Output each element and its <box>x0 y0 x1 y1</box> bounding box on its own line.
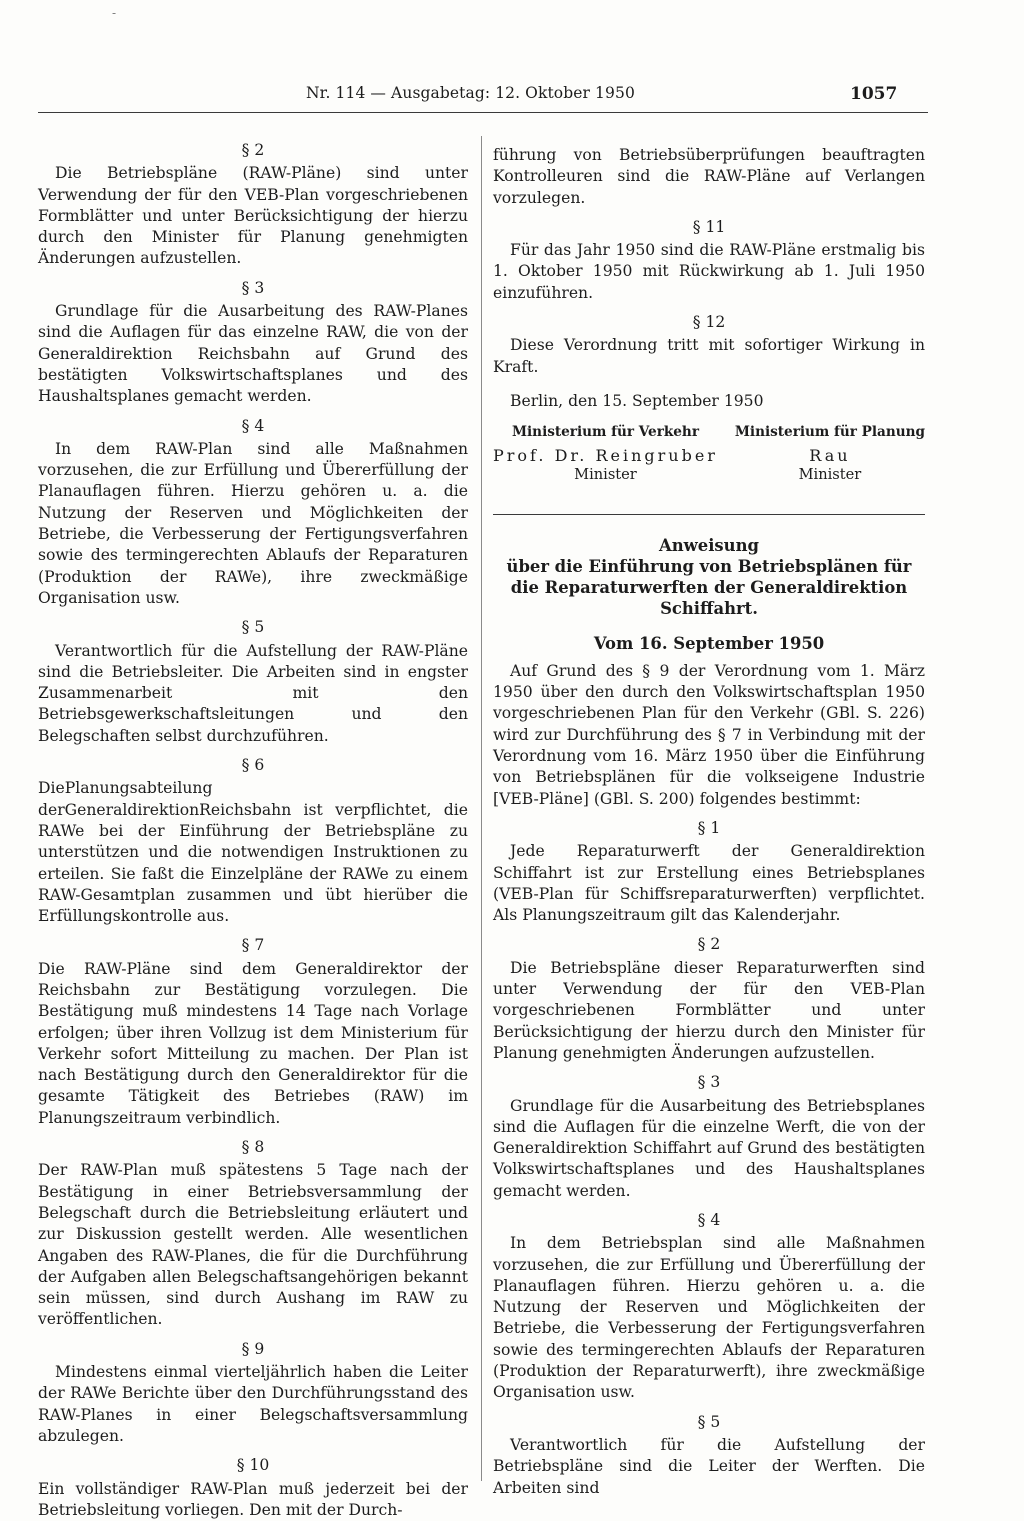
anweisung-title <box>493 535 925 619</box>
section-text: Für das Jahr 1950 sind die RAW-Pläne erstmalig bis 1. Oktober 1950 mit Rückwirkung ab 1. Juli 1950 einzuführen. <box>493 241 925 302</box>
section-heading: § 11 <box>692 217 726 236</box>
section-heading: § 2 <box>697 935 721 954</box>
section-text: Die RAW-Pläne sind dem Generaldirektor der Reichsbahn zur Bestätigung vorzulegen. Die Bestätigung muß mindestens 14 Tage nach Vorlage erfolgen; über ihren Vollzug ist dem Ministerium für Verkehr sofort Mitteilung zu machen. Der Plan ist nach Bestätigung durch den Generaldirektor für die gesamte Tätigkeit des Betriebes (RAW) im Planungszeitraum verbindlich. <box>38 959 468 1127</box>
section-heading: § 5 <box>241 618 265 637</box>
section-heading: § 10 <box>236 1456 270 1475</box>
section-text: In dem RAW-Plan sind alle Maßnahmen vorzusehen, die zur Erfüllung und Übererfüllung der Planauflagen führen. Hierzu gehören u. a. die Nutzung der Reserven und Möglichkeiten der Betriebe, die Verbesserung der Fertigungsverfahren sowie des termingerechten Ablaufs der Reparaturen (Produktion der RAWe), ihre zweckmäßige Organisation usw. <box>38 439 468 607</box>
anweisung-title-line: Anweisung <box>659 535 759 555</box>
section-heading: § 7 <box>241 936 265 955</box>
page-number: 1057 <box>850 84 898 104</box>
section-text: Grundlage für die Ausarbeitung des RAW-Planes sind die Auflagen für das einzelne RAW, die von der Generaldirektion Reichsbahn auf Grund des bestätigten Volkswirtschaftsplanes und des Haushaltsplanes gemacht werden. <box>38 302 468 406</box>
section-heading: § 3 <box>241 278 265 297</box>
section-text: Verantwortlich für die Aufstellung der Betriebspläne sind die Leiter der Werften. Die Arbeiten sind <box>493 1435 925 1497</box>
section-text: Mindestens einmal vierteljährlich haben die Leiter der RAWe Berichte über den Durchführungsstand des RAW-Planes in einer Belegschaftsversammlung abzulegen. <box>38 1363 468 1445</box>
header-rule <box>38 112 928 113</box>
page-header <box>0 84 1024 110</box>
signature-name: Prof. Dr. Reingruber <box>493 445 718 465</box>
section-heading: § 2 <box>241 141 265 159</box>
issue-line: Nr. 114 — Ausgabetag: 12. Oktober 1950 <box>306 84 635 102</box>
section-heading: § 4 <box>697 1210 721 1229</box>
section-heading: § 4 <box>241 416 265 435</box>
anweisung-date: Vom 16. September 1950 <box>593 633 825 653</box>
section-text: Die Betriebspläne (RAW-Pläne) sind unter Verwendung der für den VEB-Plan vorgeschriebenen Formblätter und unter Berücksichtigung der hierzu durch den Minister für Planung genehmigten Änderungen aufzustellen. <box>38 164 468 268</box>
section-heading: § 6 <box>241 756 265 775</box>
column-divider <box>481 136 482 1481</box>
anweisung-title-line: Schiffahrt. <box>660 598 758 618</box>
signature-name: Rau <box>809 445 851 465</box>
signature-verkehr <box>493 422 718 483</box>
section-text: DiePlanungsabteilung derGeneraldirektionReichsbahn ist verpflichtet, die RAWe bei der Einführung der Betriebspläne zu unterstützen und die notwendigen Instruktionen zu erteilen. Sie faßt die Einzelpläne der RAWe zu einem RAW-Gesamtplan zusammen und übt hierüber die Erfüllungskontrolle aus. <box>38 779 468 926</box>
anweisung-title-line: die Reparaturwerften der Generaldirektion <box>510 577 908 597</box>
continuation-text: führung von Betriebsüberprüfungen beauftragten Kontrolleuren sind die RAW-Pläne auf Verlangen vorzulegen. <box>493 146 925 207</box>
section-heading: § 5 <box>697 1412 721 1431</box>
section-text: Die Betriebspläne dieser Reparaturwerften sind unter Verwendung der für den VEB-Plan vorgeschriebenen Formblätter und unter Berücksichtigung der hierzu durch den Minister für Planung genehmigten Änderungen aufzustellen. <box>493 958 925 1062</box>
signature-role: Minister <box>574 465 637 483</box>
section-text: Jede Reparaturwerft der Generaldirektion Schiffahrt ist zur Erstellung eines Betriebsplanes (VEB-Plan für Schiffsreparaturwerften) verpflichtet. Als Planungszeitraum gilt das Kalenderjahr. <box>493 842 925 925</box>
section-separator <box>493 514 925 515</box>
section-text: In dem Betriebsplan sind alle Maßnahmen vorzusehen, die zur Erfüllung und Übererfüllung der Planauflagen führen. Hierzu gehören u. a. die Nutzung der Reserven und Möglichkeiten der Betriebe, die Verbesserung der Fertigungsverfahren sowie des termingerechten Ablaufs der Reparaturen (Produktion der Reparaturwerft), ihre zweckmäßige Organisation usw. <box>493 1234 925 1402</box>
scan-speck: - <box>112 6 117 20</box>
section-heading: § 12 <box>692 313 726 332</box>
signature-org: Ministerium für Verkehr <box>511 424 699 441</box>
section-text: Der RAW-Plan muß spätestens 5 Tage nach der Bestätigung in einer Betriebsversammlung der Belegschaft durch die Betriebsleitung erläutert und zur Diskussion gestellt werden. Alle wesentlichen Angaben des RAW-Planes, die für die Durchführung der Aufgaben allen Belegschaftsangehörigen bekannt sein müssen, sind durch Aushang im RAW zu veröffentlichen. <box>38 1161 468 1329</box>
signature-org: Ministerium für Planung <box>734 424 925 441</box>
preamble-text: Auf Grund des § 9 der Verordnung vom 1. März 1950 über den durch den Volkswirtschaftsplan 1950 vorgeschriebenen Plan für den Verkehr (GBl. S. 226) wird zur Durchführung des § 7 in Verbindung mit der Verordnung vom 16. März 1950 über die Einführung von Betriebsplänen für die volkseigene Industrie [VEB-Pläne] (GBl. S. 200) folgendes bestimmt: <box>493 661 925 808</box>
left-column <box>38 140 468 1521</box>
section-heading: § 9 <box>241 1339 265 1358</box>
right-column <box>493 145 925 1499</box>
section-text: Verantwortlich für die Aufstellung der RAW-Pläne sind die Betriebsleiter. Die Arbeiten sind in engster Zusammenarbeit mit den Betriebsgewerkschaftsleitungen und den Belegschaften selbst durchzuführen. <box>38 641 468 745</box>
section-text: Ein vollständiger RAW-Plan muß jederzeit bei der Betriebsleitung vorliegen. Den mit der Durch- <box>38 1479 468 1519</box>
section-text: Diese Verordnung tritt mit sofortiger Wirkung in Kraft. <box>493 336 925 376</box>
section-text: Grundlage für die Ausarbeitung des Betriebsplanes sind die Auflagen für die einzelne Werft, die von der Generaldirektion Schiffahrt auf Grund des bestätigten Volkswirtschaftsplanes und des Haushaltsplanes gemacht werden. <box>493 1096 925 1200</box>
signature-block <box>493 422 925 483</box>
section-heading: § 1 <box>697 818 721 837</box>
section-heading: § 8 <box>241 1138 265 1157</box>
section-heading: § 3 <box>697 1073 721 1092</box>
anweisung-title-line: über die Einführung von Betriebsplänen für <box>506 556 912 576</box>
place-date: Berlin, den 15. September 1950 <box>510 391 764 410</box>
signature-planung <box>735 422 925 483</box>
signature-role: Minister <box>798 465 862 483</box>
